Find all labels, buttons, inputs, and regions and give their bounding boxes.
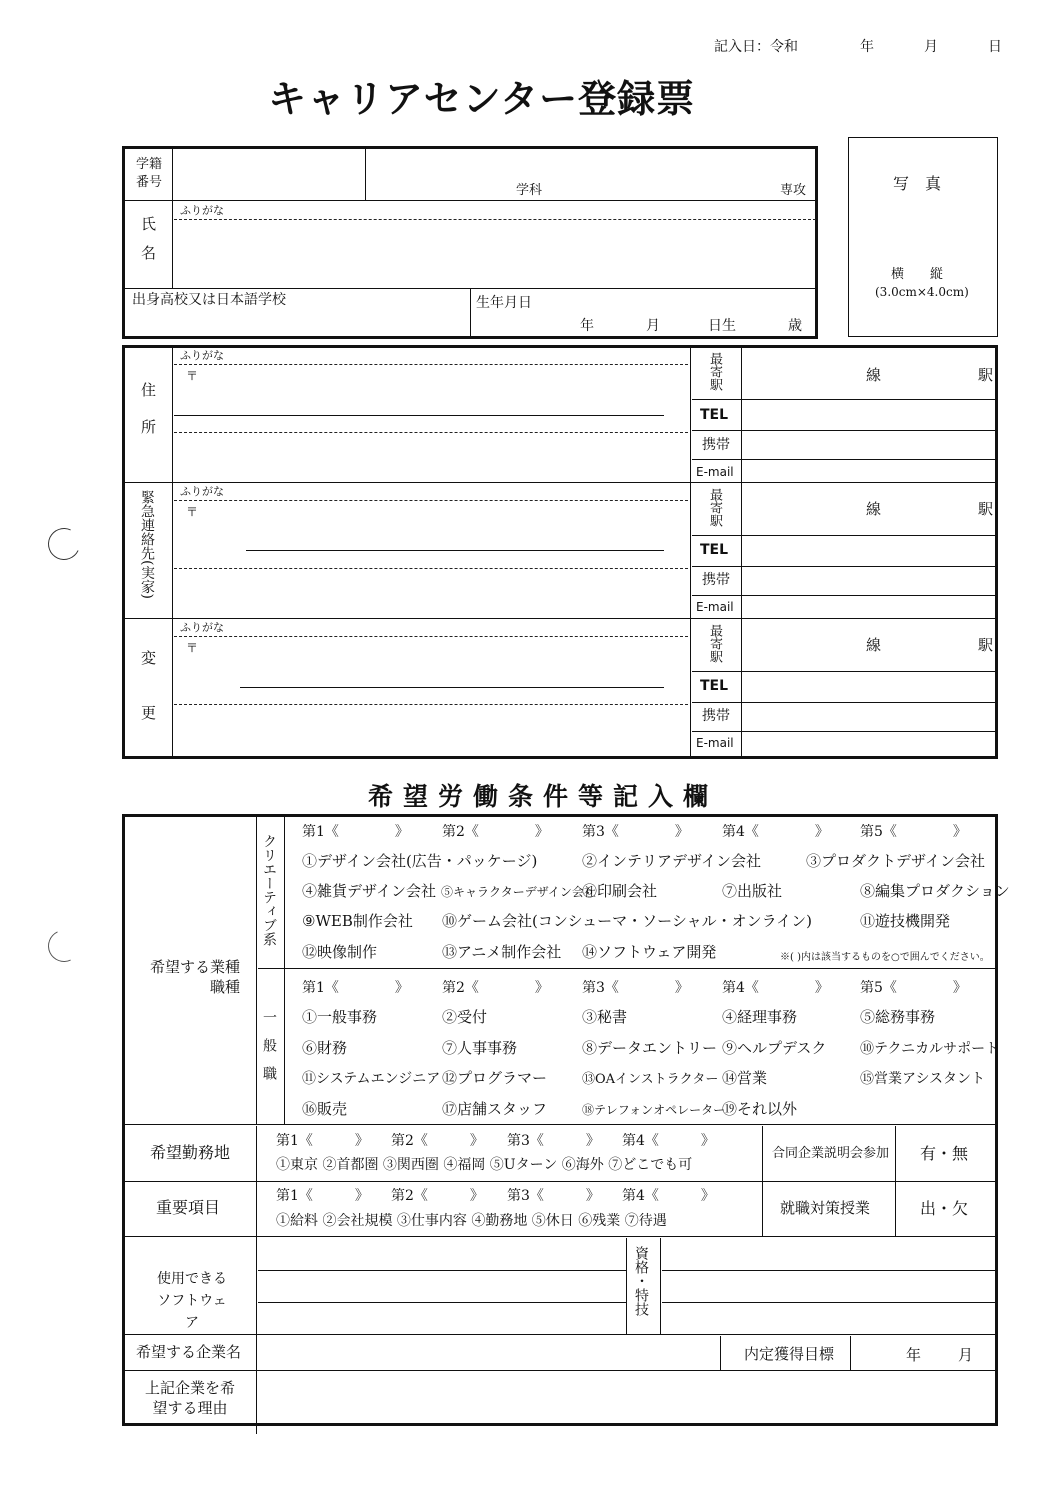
name-label: 氏名 — [139, 216, 157, 274]
general-choice-5[interactable]: 第5《 》 — [860, 980, 967, 996]
location-choice-2[interactable]: 第2《 》 — [391, 1133, 484, 1149]
desired-company-label: 希望する企業名 — [136, 1343, 242, 1361]
email-label: E-mail — [696, 465, 734, 479]
priority-label: 重要項目 — [156, 1198, 221, 1217]
priority-choice-2[interactable]: 第2《 》 — [391, 1188, 484, 1204]
email-label: E-mail — [696, 600, 734, 614]
creative-option[interactable]: ⑩ゲーム会社(コンシューマ・ソーシャル・オンライン) — [442, 912, 812, 930]
emergency-address-field[interactable] — [176, 504, 686, 614]
line-unit: 線 — [866, 500, 882, 518]
postal-mark: 〒 — [186, 369, 199, 383]
general-option[interactable]: ④経理事務 — [722, 1008, 798, 1026]
work-location-options[interactable]: ①東京 ②首都圏 ③関西圏 ④福岡 ⑤Uターン ⑥海外 ⑦どこでも可 — [276, 1157, 693, 1173]
general-option[interactable]: ⑲それ以外 — [722, 1100, 798, 1118]
section-title: 希望労働条件等記入欄 — [368, 782, 719, 811]
mobile-field[interactable] — [744, 432, 996, 458]
change-tel-field[interactable] — [744, 673, 996, 701]
address-furigana-label: ふりがな — [180, 349, 224, 362]
job-class-label: 就職対策授業 — [780, 1199, 871, 1217]
job-fair-option[interactable]: 有・無 — [920, 1144, 969, 1163]
general-option[interactable]: ②受付 — [442, 1008, 488, 1026]
change-station-field[interactable] — [744, 622, 996, 668]
general-option[interactable]: ⑨ヘルプデスク — [722, 1039, 827, 1057]
priority-choice-4[interactable]: 第4《 》 — [622, 1188, 715, 1204]
company-reason-label: 上記企業を希望する理由 — [144, 1379, 235, 1417]
change-furigana-label: ふりがな — [180, 621, 224, 634]
change-email-field[interactable] — [744, 733, 996, 755]
line-unit: 線 — [866, 636, 882, 654]
tel-label: TEL — [700, 542, 729, 558]
creative-note: ※( )内は該当するものを○で囲んでください。 — [780, 952, 990, 963]
mobile-label: 携帯 — [702, 708, 730, 724]
creative-category-label: クリエーティブ系 — [261, 834, 277, 946]
emergency-contact-label: 緊急連絡先(実家) — [139, 490, 155, 599]
general-option[interactable]: ⑮営業アシスタント — [860, 1071, 986, 1087]
creative-option[interactable]: ⑦出版社 — [722, 882, 783, 900]
punch-hole-mark — [43, 523, 84, 564]
general-option[interactable]: ⑩テクニカルサポート — [860, 1041, 1000, 1057]
general-option[interactable]: ⑱テレフォンオペレーター — [582, 1103, 726, 1117]
punch-hole-mark — [43, 925, 84, 966]
job-fair-label: 合同企業説明会参加 — [772, 1146, 890, 1161]
change-mobile-field[interactable] — [744, 704, 996, 730]
birthdate-field[interactable] — [478, 316, 814, 336]
priority-choice-3[interactable]: 第3《 》 — [507, 1188, 600, 1204]
creative-option[interactable]: ②インテリアデザイン会社 — [582, 852, 761, 870]
creative-choice-2[interactable]: 第2《 》 — [442, 824, 549, 840]
birth-year-unit: 年 — [580, 318, 594, 334]
software-label: 使用できるソフトウェア — [157, 1271, 227, 1331]
emergency-furigana-label: ふりがな — [180, 485, 224, 498]
entry-year-unit: 年 — [860, 39, 874, 55]
creative-option[interactable]: ⑪遊技機開発 — [860, 912, 951, 930]
qualifications-field[interactable] — [664, 1240, 994, 1332]
photo-box[interactable] — [848, 137, 998, 337]
age-unit: 歳 — [788, 318, 802, 334]
general-option[interactable]: ⑦人事事務 — [442, 1039, 518, 1057]
creative-option[interactable]: ③プロダクトデザイン会社 — [806, 852, 985, 870]
school-label: 出身高校又は日本語学校 — [132, 292, 286, 308]
birth-month-unit: 月 — [646, 318, 660, 334]
school-field[interactable] — [126, 310, 466, 334]
general-category-label: 一般職 — [261, 1010, 277, 1094]
job-type-label — [144, 957, 240, 997]
tel-field[interactable] — [744, 401, 996, 429]
birthdate-label: 生年月日 — [476, 295, 532, 311]
student-id-field[interactable] — [176, 150, 362, 196]
creative-choice-1[interactable]: 第1《 》 — [302, 824, 409, 840]
email-label: E-mail — [696, 736, 734, 750]
company-reason-field[interactable] — [260, 1372, 994, 1422]
emergency-tel-field[interactable] — [744, 537, 996, 565]
photo-size-label: 横 縦 — [891, 267, 944, 282]
location-choice-3[interactable]: 第3《 》 — [507, 1133, 600, 1149]
general-option[interactable]: ①一般事務 — [302, 1008, 378, 1026]
creative-option[interactable]: ④雑貨デザイン会社 — [302, 882, 436, 900]
qualifications-label: 資格・特技 — [633, 1246, 649, 1316]
creative-choice-4[interactable]: 第4《 》 — [722, 824, 829, 840]
general-option[interactable]: ⑫プログラマー — [442, 1069, 548, 1087]
creative-option[interactable]: ⑥印刷会社 — [582, 882, 658, 900]
location-choice-1[interactable]: 第1《 》 — [276, 1133, 369, 1149]
name-furigana-label: ふりがな — [180, 204, 224, 217]
location-choice-4[interactable]: 第4《 》 — [622, 1133, 715, 1149]
creative-option[interactable]: ⑧編集プロダクション — [860, 882, 1010, 900]
general-choice-1[interactable]: 第1《 》 — [302, 980, 409, 996]
change-address-field[interactable] — [176, 640, 686, 754]
desired-company-field[interactable] — [260, 1338, 716, 1368]
creative-option[interactable]: ⑭ソフトウェア開発 — [582, 943, 717, 961]
email-field[interactable] — [744, 461, 996, 481]
line-unit: 線 — [866, 366, 882, 384]
creative-option[interactable]: ⑨WEB制作会社 — [302, 912, 413, 930]
address-field[interactable] — [176, 368, 686, 478]
photo-size-value: (3.0cm×4.0cm) — [875, 285, 969, 299]
change-label: 変更 — [139, 650, 157, 760]
department-field[interactable] — [368, 150, 814, 196]
emergency-station-field[interactable] — [744, 486, 996, 532]
nearest-station-label: 最寄駅 — [707, 352, 722, 391]
tel-label: TEL — [700, 407, 729, 423]
general-option[interactable]: ③秘書 — [582, 1008, 628, 1026]
creative-option[interactable]: ⑫映像制作 — [302, 943, 378, 961]
general-option[interactable]: ⑰店舗スタッフ — [442, 1100, 548, 1118]
software-field[interactable] — [260, 1240, 624, 1332]
photo-label: 写 真 — [893, 174, 942, 193]
station-unit: 駅 — [978, 636, 994, 654]
mobile-label: 携帯 — [702, 437, 730, 453]
general-choice-3[interactable]: 第3《 》 — [582, 980, 689, 996]
offer-year-unit: 年 — [906, 1346, 922, 1364]
station-unit: 駅 — [978, 366, 994, 384]
job-type-label-text: 希望する業種職種 — [149, 958, 240, 996]
general-option[interactable]: ⑪システムエンジニア — [302, 1071, 441, 1087]
entry-date-label: 記入日：令和 — [714, 39, 798, 55]
mobile-label: 携帯 — [702, 572, 730, 588]
offer-target-field[interactable] — [854, 1338, 994, 1368]
nearest-station-label: 最寄駅 — [707, 624, 722, 663]
page-title: キャリアセンター登録票 — [268, 76, 696, 121]
emergency-email-field[interactable] — [744, 597, 996, 617]
name-field[interactable] — [176, 222, 814, 284]
offer-month-unit: 月 — [958, 1346, 974, 1364]
postal-mark: 〒 — [186, 641, 199, 655]
creative-choice-5[interactable]: 第5《 》 — [860, 824, 967, 840]
tel-label: TEL — [700, 678, 729, 694]
student-id-label: 学籍番号 — [135, 157, 162, 190]
emergency-mobile-field[interactable] — [744, 568, 996, 594]
work-location-label: 希望勤務地 — [150, 1143, 231, 1162]
creative-choice-3[interactable]: 第3《 》 — [582, 824, 689, 840]
entry-day-unit: 日 — [988, 39, 1002, 55]
department-label: 学科 — [516, 183, 543, 198]
priority-options[interactable]: ①給料 ②会社規模 ③仕事内容 ④勤務地 ⑤休日 ⑥残業 ⑦待遇 — [276, 1213, 667, 1229]
general-option[interactable]: ⑤総務事務 — [860, 1008, 936, 1026]
major-label: 専攻 — [780, 183, 807, 198]
general-option[interactable]: ⑥財務 — [302, 1039, 348, 1057]
creative-option[interactable]: ①デザイン会社(広告・パッケージ) — [302, 852, 538, 870]
nearest-station-field[interactable] — [744, 350, 996, 396]
general-option[interactable]: ⑭営業 — [722, 1069, 768, 1087]
offer-target-label: 内定獲得目標 — [744, 1345, 835, 1363]
priority-choice-1[interactable]: 第1《 》 — [276, 1188, 369, 1204]
creative-option[interactable]: ⑤キャラクターデザイン会社 — [441, 885, 596, 899]
general-choice-2[interactable]: 第2《 》 — [442, 980, 549, 996]
birth-day-unit: 日生 — [708, 318, 736, 334]
general-choice-4[interactable]: 第4《 》 — [722, 980, 829, 996]
postal-mark: 〒 — [186, 505, 199, 519]
entry-month-unit: 月 — [924, 39, 938, 55]
station-unit: 駅 — [978, 500, 994, 518]
job-class-option[interactable]: 出・欠 — [920, 1199, 969, 1218]
address-label: 住所 — [139, 382, 157, 456]
nearest-station-label: 最寄駅 — [707, 488, 722, 527]
creative-option[interactable]: ⑬アニメ制作会社 — [442, 943, 562, 961]
general-option[interactable]: ⑯販売 — [302, 1100, 348, 1118]
general-option[interactable]: ⑬OAインストラクター — [582, 1072, 719, 1087]
general-option[interactable]: ⑧データエントリー — [582, 1039, 718, 1057]
